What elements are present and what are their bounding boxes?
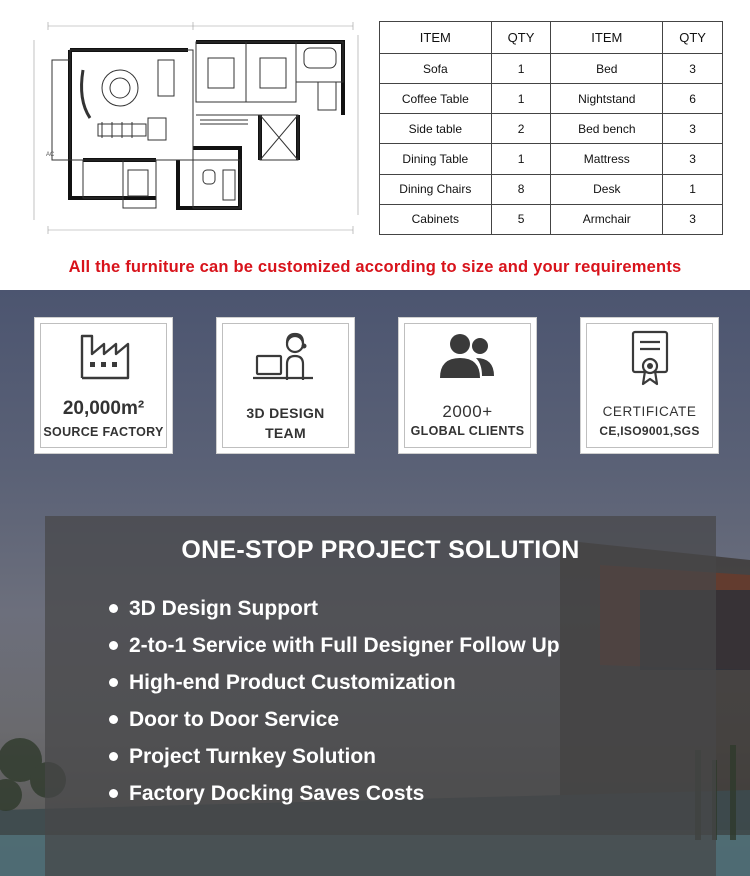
certificate-list: CE,ISO9001,SGS xyxy=(599,424,700,438)
table-cell: 1 xyxy=(663,174,723,204)
people-icon xyxy=(399,330,536,390)
clients-label: GLOBAL CLIENTS xyxy=(410,424,525,438)
list-item xyxy=(109,738,560,775)
bullet-icon xyxy=(109,678,118,687)
list-item xyxy=(109,664,560,701)
certificate-icon xyxy=(581,330,718,390)
factory-area-value: 20,000m² xyxy=(62,398,145,419)
table-cell: 8 xyxy=(491,174,551,204)
table-cell: 3 xyxy=(663,114,723,144)
clients-count: 2000+ xyxy=(442,402,493,421)
table-cell: Dining Chairs xyxy=(380,174,492,204)
bullet-icon xyxy=(109,752,118,761)
feature-card-design xyxy=(216,317,355,454)
solution-list xyxy=(109,590,560,812)
table-row xyxy=(380,114,723,144)
table-cell: Bed xyxy=(551,54,663,84)
table-cell: 3 xyxy=(663,54,723,84)
ac-label: AC xyxy=(46,152,55,158)
list-item-label: 3D Design Support xyxy=(129,596,319,620)
customization-notice: All the furniture can be customized according to size and your requirements xyxy=(68,258,682,276)
list-item-label: High-end Product Customization xyxy=(129,670,456,694)
factory-label: SOURCE FACTORY xyxy=(43,425,164,439)
table-cell: 1 xyxy=(491,54,551,84)
table-row xyxy=(380,174,723,204)
table-row xyxy=(380,204,723,234)
list-item-label: Project Turnkey Solution xyxy=(129,744,376,768)
bullet-icon xyxy=(109,789,118,798)
list-item xyxy=(109,590,560,627)
factory-icon xyxy=(35,330,172,390)
table-cell: 5 xyxy=(491,204,551,234)
table-cell: 6 xyxy=(663,84,723,114)
designer-laptop-icon xyxy=(217,330,354,390)
table-cell: 1 xyxy=(491,84,551,114)
feature-card-factory xyxy=(34,317,173,454)
table-cell: 3 xyxy=(663,144,723,174)
table-cell: Nightstand xyxy=(551,84,663,114)
table-cell: 1 xyxy=(491,144,551,174)
certificate-title: CERTIFICATE xyxy=(602,404,697,419)
table-cell: Dining Table xyxy=(380,144,492,174)
furniture-quantity-table xyxy=(379,21,723,235)
table-cell: Cabinets xyxy=(380,204,492,234)
bottom-section xyxy=(0,290,750,876)
table-cell: Desk xyxy=(551,174,663,204)
list-item-label: Factory Docking Saves Costs xyxy=(129,781,425,805)
table-header-qty: QTY xyxy=(663,22,723,54)
bullet-icon xyxy=(109,641,118,650)
table-cell: 3 xyxy=(663,204,723,234)
table-cell: Side table xyxy=(380,114,492,144)
feature-card-clients xyxy=(398,317,537,454)
list-item xyxy=(109,775,560,812)
design-team-line2: TEAM xyxy=(265,425,306,441)
list-item xyxy=(109,701,560,738)
table-cell: Armchair xyxy=(551,204,663,234)
list-item-label: 2-to-1 Service with Full Designer Follow Up xyxy=(129,633,560,657)
table-header-item: ITEM xyxy=(551,22,663,54)
design-team-line1: 3D DESIGN xyxy=(246,405,325,421)
table-header-row xyxy=(380,22,723,54)
list-item xyxy=(109,627,560,664)
bullet-icon xyxy=(109,715,118,724)
table-header-qty: QTY xyxy=(491,22,551,54)
bullet-icon xyxy=(109,604,118,613)
table-row xyxy=(380,84,723,114)
table-cell: Bed bench xyxy=(551,114,663,144)
list-item-label: Door to Door Service xyxy=(129,707,340,731)
floor-plan-drawing xyxy=(28,20,368,238)
table-header-item: ITEM xyxy=(380,22,492,54)
table-cell: 2 xyxy=(491,114,551,144)
solution-title: ONE-STOP PROJECT SOLUTION xyxy=(181,536,580,564)
feature-card-certificate xyxy=(580,317,719,454)
table-row xyxy=(380,144,723,174)
table-row xyxy=(380,54,723,84)
one-stop-solution-panel xyxy=(45,516,716,876)
table-cell: Sofa xyxy=(380,54,492,84)
top-section xyxy=(0,0,750,290)
table-cell: Mattress xyxy=(551,144,663,174)
table-cell: Coffee Table xyxy=(380,84,492,114)
